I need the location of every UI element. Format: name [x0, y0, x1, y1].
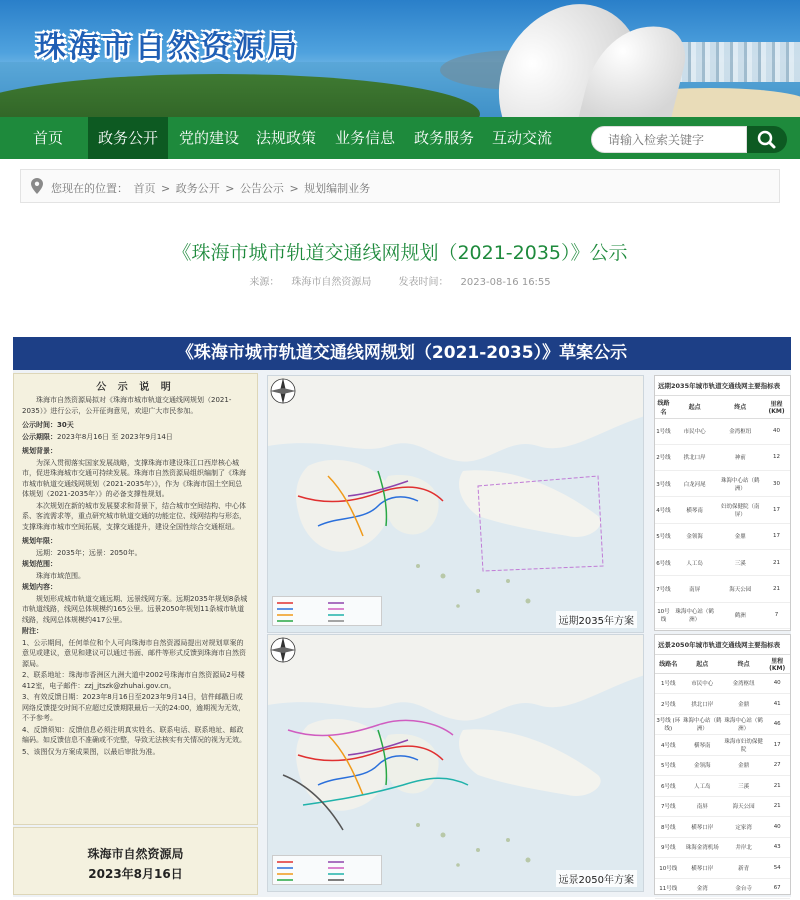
cell: 40: [763, 418, 790, 444]
cell: 2号线: [655, 694, 682, 715]
table-row: [655, 471, 790, 497]
table-row: [655, 673, 790, 694]
nav-item-service[interactable]: 政务服务: [413, 129, 474, 147]
cell: 珠海金湾机场: [682, 837, 723, 858]
breadcrumb-planning[interactable]: 规划编制业务: [304, 182, 371, 195]
cell: 27: [764, 755, 790, 776]
table-header: 线路名: [655, 396, 672, 418]
cell: 珠海中心站（鹤洲）: [682, 714, 723, 735]
notice-year-label: 规划年限：: [22, 537, 57, 545]
cell: 横琴南: [672, 497, 718, 523]
cell: 2号线: [655, 444, 672, 470]
breadcrumb-prefix: 您现在的位置：: [51, 182, 128, 195]
source-label: 来源：: [249, 277, 280, 288]
cell: 井岸北: [723, 837, 764, 858]
cell: 金领海: [682, 755, 723, 776]
map-2050-graphic: [268, 635, 644, 892]
cell: 白龙河尾: [672, 471, 718, 497]
cell: 定家湾: [723, 817, 764, 838]
cell: 横琴口岸: [682, 858, 723, 879]
cell: 妇幼保健院（南屏）: [717, 497, 763, 523]
table-header: 里程(KM): [763, 396, 790, 418]
notice-panel: [13, 373, 258, 825]
source-value: 珠海市自然资源局: [291, 277, 372, 288]
cell: 21: [763, 549, 790, 575]
notice-bg1: 为深入贯彻落实国家发展战略，支撑珠海市建设珠江口西岸核心城市，促进珠海城市交通可持续发展。珠海市自然资源局组织编制了《珠海市城市轨道交通线网规划（2021-2035年）》，作为《珠海市国土空间总体规划（2021-2035年）》的必备支撑性规划。: [22, 458, 246, 498]
breadcrumb-gov-affairs[interactable]: 政务公开: [175, 182, 220, 195]
signature-date: 2023年8月16日: [88, 867, 183, 881]
nav-item-policy[interactable]: 法规政策: [255, 129, 316, 147]
cell: 神前: [717, 444, 763, 470]
notice-title: 公 示 说 明: [96, 382, 175, 393]
board-heading: 《珠海市城市轨道交通线网规划（2021-2035）》草案公示: [13, 337, 791, 370]
notice-intro: 珠海市自然资源局拟对《珠海市城市轨道交通线网规划（2021-2035）》进行公示，公开征询意见，欢迎广大市民参加。: [22, 396, 232, 415]
nav-item-gov-affairs[interactable]: 政务公开: [88, 117, 168, 159]
map-2050-caption: 远景2050年方案: [556, 870, 637, 887]
breadcrumb-sep: >: [289, 182, 303, 195]
table-row: [655, 755, 790, 776]
map-legend: [272, 596, 382, 626]
cell: 市民中心: [682, 673, 723, 694]
cell: 金湾枢纽: [723, 673, 764, 694]
signature-org: 珠海市自然资源局: [87, 847, 184, 861]
table-row: [655, 776, 790, 797]
cell: 横琴口岸: [682, 817, 723, 838]
table-header: 里程(KM): [764, 655, 790, 673]
cell: 8号线: [655, 817, 682, 838]
cell: 17: [763, 497, 790, 523]
cell: 17: [763, 523, 790, 549]
map-legend: [272, 855, 382, 885]
cell: 10号线: [655, 602, 672, 628]
table-header: 起点: [682, 655, 723, 673]
cell: 拱北口岸: [672, 444, 718, 470]
notice-content-label: 规划内容：: [22, 583, 57, 591]
cell: 鹤洲: [717, 602, 763, 628]
notice-note-label: 附注：: [22, 627, 43, 635]
table-row: [655, 837, 790, 858]
table-row: [655, 796, 790, 817]
table-2035-caption: 远期2035年城市轨道交通线网主要指标表: [655, 376, 790, 396]
compass-icon: [268, 635, 298, 665]
cell: 金湾: [682, 878, 723, 899]
cell: 21: [764, 776, 790, 797]
cell: 市民中心: [672, 418, 718, 444]
table-2050-grid: [655, 655, 790, 899]
cell: 21: [763, 576, 790, 602]
cell: 4号线: [655, 497, 672, 523]
cell: 新青: [723, 858, 764, 879]
cell: 拱北口岸: [682, 694, 723, 715]
cell: 7号线: [655, 796, 682, 817]
cell: 30: [763, 471, 790, 497]
cell: 三溪: [717, 549, 763, 575]
notice-content: 规划形成城市轨道交通远期、远景线网方案。远期2035年规划8条城市轨道线路，线网总体规模约165公里。远景2050年规划11条城市轨道线路，线网总体规模约417公里。: [22, 594, 248, 624]
notice-bg-label: 规划背景：: [22, 447, 57, 455]
article-title: 《珠海市城市轨道交通线网规划（2021-2035）》公示: [172, 242, 628, 264]
nav-item-home[interactable]: 首页: [32, 129, 63, 147]
cell: 珠海中心站（鹤洲）: [672, 602, 718, 628]
notice-bg2: 本次规划在新的城市发展要求和背景下，结合城市空间结构、中心体系、客流需求等，重点研究城市轨道交通的功能定位、线网结构与形态，支撑珠海市城市空间拓展，支撑交通提升，建设全国性综合交通枢纽。: [22, 501, 246, 531]
cell: 南屏: [672, 576, 718, 602]
cell: 三溪: [723, 776, 764, 797]
cell: 金鼎: [723, 755, 764, 776]
cell: 珠海中心站（鹤洲）: [717, 471, 763, 497]
cell: 10号线: [655, 858, 682, 879]
cell: 3号线: [655, 471, 672, 497]
search-input[interactable]: [591, 126, 747, 153]
cell: 1号线: [655, 418, 672, 444]
article-meta: [0, 273, 800, 288]
cell: 43: [764, 837, 790, 858]
map-2050: [267, 634, 644, 892]
breadcrumb-announcement[interactable]: 公告公示: [239, 182, 284, 195]
map-2035-graphic: [268, 376, 644, 633]
cell: 46: [764, 714, 790, 735]
table-row: [655, 735, 790, 756]
cell: 珠海中心站（鹤洲）: [723, 714, 764, 735]
breadcrumb-sep: >: [161, 182, 174, 195]
nav-item-interaction[interactable]: 互动交流: [491, 129, 552, 147]
cell: 67: [764, 878, 790, 899]
notice-note3: 3、有效反馈日期：2023年8月16日至2023年9月14日，信件邮戳日或网络反馈提交时间不应超过反馈期限最后一天的24:00，逾期视为无效，不予参考。: [22, 693, 246, 722]
cell: 6号线: [655, 776, 682, 797]
cell: 横琴南: [682, 735, 723, 756]
location-pin-icon: [31, 178, 43, 194]
cell: 金湾枢纽: [717, 418, 763, 444]
notice-scope-label: 规划范围：: [22, 560, 57, 568]
breadcrumb: [20, 169, 780, 203]
cell: 珠海市妇幼保健院: [723, 735, 764, 756]
cell: 人工岛: [682, 776, 723, 797]
cell: 1号线: [655, 673, 682, 694]
cell: 21: [764, 796, 790, 817]
site-title[interactable]: 珠海市自然资源局: [36, 30, 300, 65]
table-header: 起点: [672, 396, 718, 418]
time-value: 2023-08-16 16:55: [460, 277, 551, 288]
table-row: [655, 523, 790, 549]
table-2035: [654, 375, 791, 631]
time-label: 发表时间：: [398, 277, 449, 288]
table-row: [655, 549, 790, 575]
cell: 南屏: [682, 796, 723, 817]
cell: 17: [764, 735, 790, 756]
cell: 金鼎: [723, 694, 764, 715]
table-row: [655, 444, 790, 470]
cell: 54: [764, 858, 790, 879]
table-header: 终点: [723, 655, 764, 673]
table-row: [655, 878, 790, 899]
cell: 41: [764, 694, 790, 715]
site-banner: [0, 0, 800, 117]
cell: 40: [764, 673, 790, 694]
cell: 7号线: [655, 576, 672, 602]
cell: 金台寺: [723, 878, 764, 899]
table-header: 终点: [717, 396, 763, 418]
map-2035: [267, 375, 644, 633]
signature-panel: [13, 827, 258, 895]
search-button[interactable]: [747, 126, 787, 153]
cell: 9号线: [655, 837, 682, 858]
cell: 3号线 (环线): [655, 714, 682, 735]
notice-note2: 2、联系地址：珠海市香洲区九洲大道中2002号珠海市自然资源局2号楼412室，电子邮件：zzj_jtszk@zhuhai.gov.cn。: [22, 671, 245, 690]
notice-board-image: [13, 337, 791, 897]
cell: 6号线: [655, 549, 672, 575]
breadcrumb-sep: >: [225, 182, 238, 195]
cell: 5号线: [655, 755, 682, 776]
table-row: [655, 418, 790, 444]
table-row: [655, 602, 790, 628]
cell: 人工岛: [672, 549, 718, 575]
table-row: [655, 694, 790, 715]
compass-icon: [268, 376, 298, 406]
cell: 金鼎: [717, 523, 763, 549]
notice-scope: 珠海市域范围。: [36, 571, 85, 580]
table-2050: [654, 634, 791, 895]
table-row: [655, 817, 790, 838]
cell: 金领海: [672, 523, 718, 549]
nav-item-business[interactable]: 业务信息: [334, 129, 395, 147]
notice-term: 2023年8月16日 至 2023年9月14日: [57, 432, 173, 441]
cell: 海天公园: [717, 576, 763, 602]
notice-term-label: 公示期限：: [22, 432, 57, 441]
notice-note5: 5、该图仅为方案成果图，以最后审批为准。: [22, 747, 160, 756]
notice-note4: 4、反馈须知：反馈信息必须注明真实姓名、联系电话、联系地址、邮政编码。如反馈信息不准确或不完整，导致无法核实有关情况的视为无效。: [22, 725, 246, 744]
cell: 4号线: [655, 735, 682, 756]
table-row: [655, 858, 790, 879]
search-icon: [747, 126, 787, 153]
notice-year: 远期：2035年；远景：2050年。: [36, 548, 142, 557]
map-2035-caption: 远期2035年方案: [556, 611, 637, 628]
table-row: [655, 497, 790, 523]
cell: 40: [764, 817, 790, 838]
breadcrumb-home[interactable]: 首页: [133, 182, 156, 195]
table-row: [655, 576, 790, 602]
cell: 11号线: [655, 878, 682, 899]
table-2035-grid: [655, 396, 790, 629]
cell: 海天公园: [723, 796, 764, 817]
notice-period: 30天: [57, 421, 74, 429]
table-2050-caption: 远景2050年城市轨道交通线网主要指标表: [655, 635, 790, 655]
cell: 12: [763, 444, 790, 470]
cell: 5号线: [655, 523, 672, 549]
table-header: 线路名: [655, 655, 682, 673]
notice-note1: 1、公示期间，任何单位和个人可向珠海市自然资源局提出对规划草案的意见或建议，意见和建议可以通过书面、邮件等形式反馈到珠海市自然资源局。: [22, 638, 246, 668]
table-row: [655, 714, 790, 735]
notice-period-label: 公示时间：: [22, 421, 57, 429]
nav-item-party[interactable]: 党的建设: [178, 129, 239, 147]
cell: 7: [763, 602, 790, 628]
